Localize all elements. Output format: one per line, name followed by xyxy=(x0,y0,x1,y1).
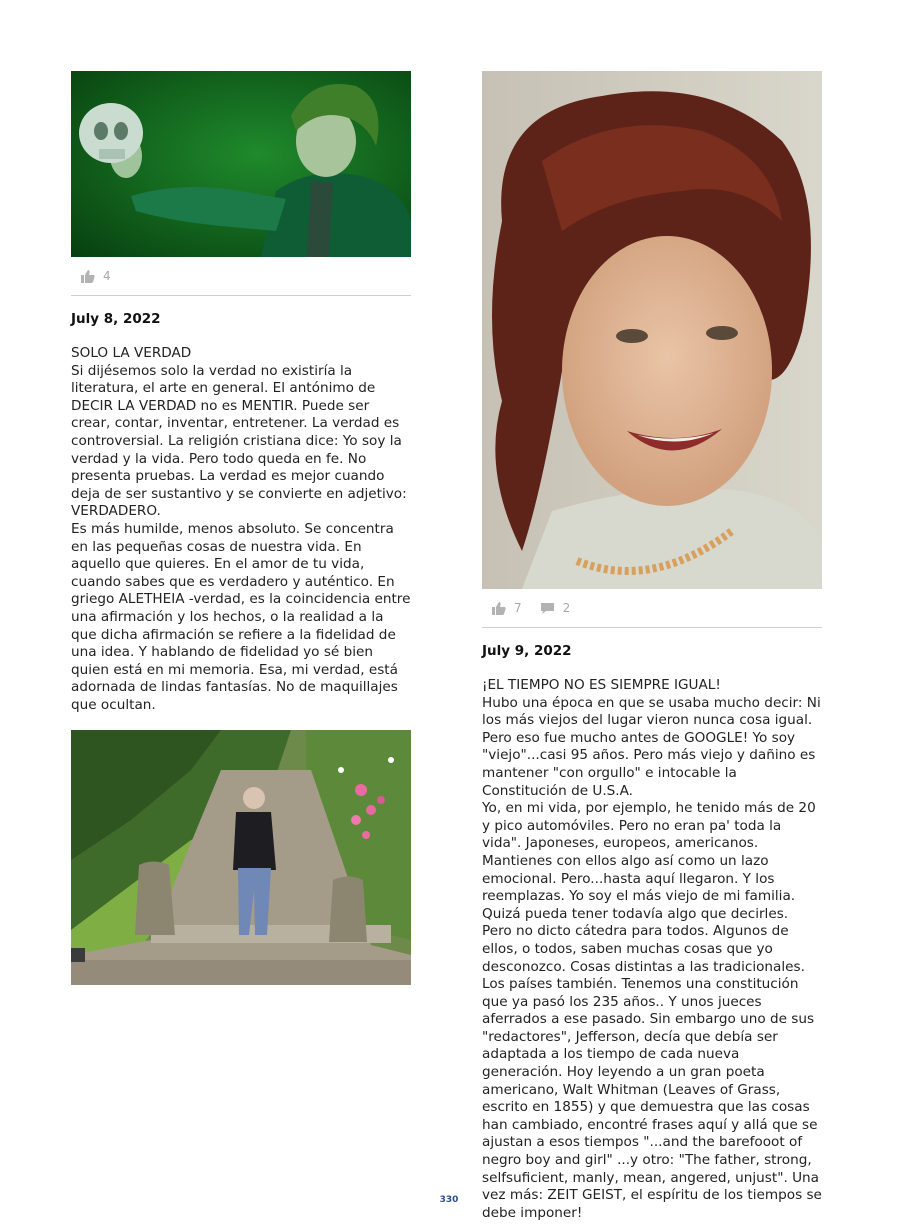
like-button[interactable] xyxy=(81,269,111,283)
comment-count: 2 xyxy=(562,601,571,615)
page-number: 330 xyxy=(439,1195,459,1205)
like-count: 4 xyxy=(103,269,111,283)
comment-icon xyxy=(540,602,555,615)
comment-button[interactable] xyxy=(540,601,571,615)
actor-skull-photo xyxy=(71,71,411,257)
post-text: SOLO LA VERDAD Si dijésemos solo la verdad no existiría la literatura, el arte en general. El antónimo de DECIR LA VERDAD no es MENTIR. Puede ser crear, contar, inventar, entretener. La verdad es controversial. La religión cristiana dice: Yo soy la verdad y la vida. Pero todo queda en fe. No presenta pruebas. La verdad es mejor cuando deja de ser sustantivo y se convierte en adjetivo: VERDADERO. Es más humilde, menos absoluto. Se concentra en las pequeñas cosas de nuestra vida. En aquello que quieres. En el amor de tu vida, cuando sabes que es verdadero y auténtico. En griego ALETHEIA -verdad, es la coincidencia entre una afirmación y los hechos, o la realidad a la que dicha afirmación se refiere a la fidelidad de una idea. Y hablando de fidelidad yo sé bien quien está en mi memoria. Esa, mi verdad, está adornada de lindas fantasías. No de maquillajes que ocultan. xyxy=(71,345,411,713)
post-text: ¡EL TIEMPO NO ES SIEMPRE IGUAL! Hubo una época en que se usaba mucho decir: Ni los más viejos del lugar vieron nunca cosa igual. Pero eso fue mucho antes de GOOGLE! Yo soy "viejo"...casi 95 años. Pero más viejo y dañino es mantener "con orgullo" e intocable la Constitución de U.S.A. Yo, en mi vida, por ejemplo, he tenido más de 20 y pico automóviles. Pero no eran pa' toda la vida". Japoneses, europeos, americanos. Mantienes con ellos algo así como un lazo emocional. Pero...hasta aquí llegaron. Y los reemplazas. Yo soy el más viejo de mi familia. Quizá pueda tener todavía algo que decirles. Pero no dicto cátedra para todos. Algunos de ellos, o todos, saben muchas cosas que yo desconozco. Cosas distintas a las tradicionales. Los países también. Tenemos una constitución que ya pasó los 235 años.. Y unos jueces aferrados a ese pasado. Sin embargo uno de sus "redactores", Jefferson, decía que debía ser adaptada a los tiempo de cada nueva generación. Hoy leyendo a un gran poeta americano, Walt Whitman (Leaves of Grass, escrito en 1855) y que demuestra que las cosas han cambiado, encontré frases aquí y allá que se ajustan a esos tiempos "...and the barefooot of negro boy and girl" ...y otro: "The father, strong, selfsuficient, manly, mean, angered, unjust". Una vez más: ZEIT GEIST, el espíritu de los tiempos se debe imponer! xyxy=(482,677,822,1221)
like-count: 7 xyxy=(514,601,522,615)
like-button[interactable] xyxy=(492,601,522,615)
portrait-woman-photo xyxy=(482,71,822,589)
right-column xyxy=(482,71,822,1222)
post-date: July 8, 2022 xyxy=(71,311,161,327)
left-column xyxy=(71,71,411,985)
post-date: July 9, 2022 xyxy=(482,643,572,659)
woman-walking-photo xyxy=(71,730,411,985)
reactions-bar xyxy=(482,589,822,628)
thumbs-up-icon xyxy=(81,269,95,283)
reactions-bar xyxy=(71,257,411,296)
thumbs-up-icon xyxy=(492,601,506,615)
